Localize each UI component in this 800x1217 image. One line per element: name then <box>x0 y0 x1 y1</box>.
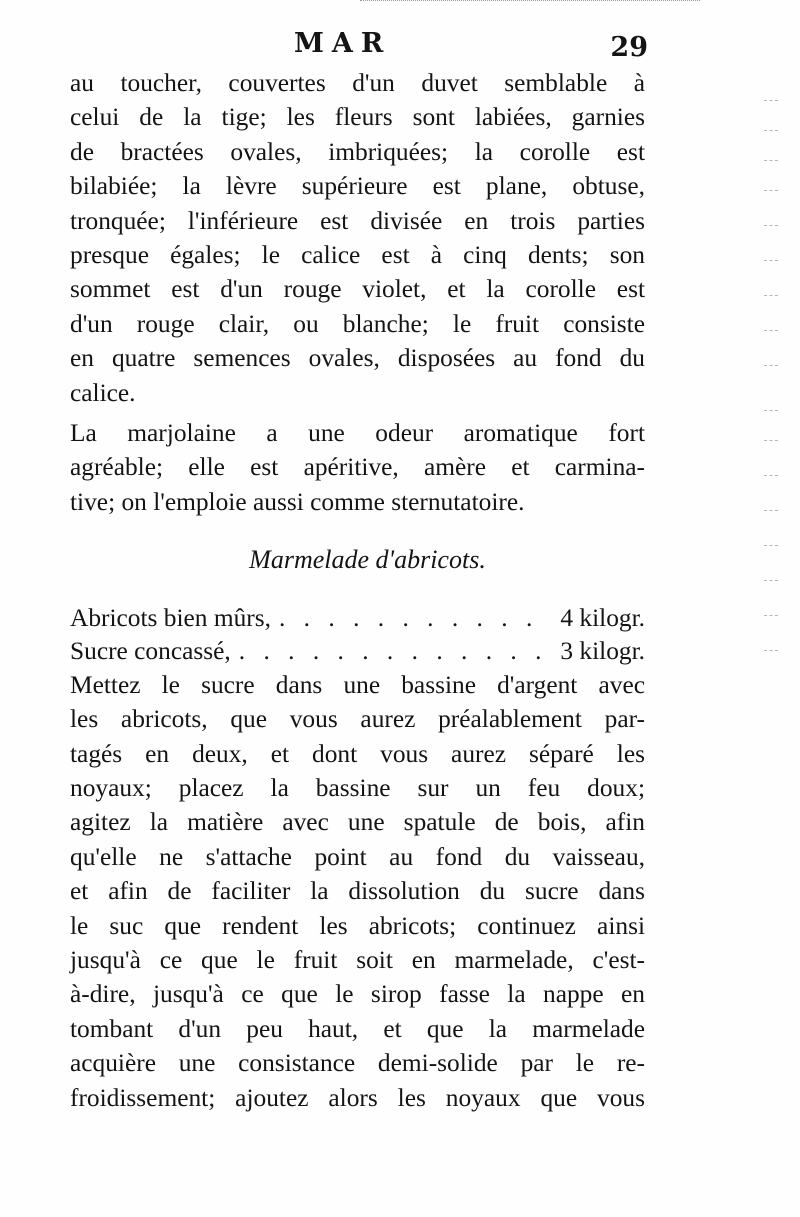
margin-mark <box>764 545 778 546</box>
dot-leader <box>239 635 553 668</box>
margin-mark <box>764 510 778 511</box>
text-line: acquière une consistance demi-solide par le re- <box>70 1049 645 1078</box>
margin-mark <box>764 410 778 411</box>
text-line: noyaux; placez la bassine sur un feu doux; <box>70 773 645 802</box>
margin-mark <box>764 440 778 441</box>
running-title: MAR <box>294 28 392 59</box>
margin-mark <box>764 130 778 131</box>
margin-mark <box>764 260 778 261</box>
margin-mark <box>764 330 778 331</box>
margin-mark <box>764 475 778 476</box>
margin-mark <box>764 160 778 161</box>
bleed-through-marks <box>742 90 778 690</box>
text-line: agitez la matière avec une spatule de bois, afin <box>70 808 645 837</box>
ingredient-quantity: 3 kilogr. <box>560 636 645 665</box>
margin-mark <box>764 615 778 616</box>
text-line: les abricots, que vous aurez préalablement par- <box>70 705 645 734</box>
body-text <box>70 66 645 1115</box>
section-title: Marmelade d'abricots. <box>249 545 486 575</box>
text-line: jusqu'à ce que le fruit soit en marmelade, c'est- <box>70 945 645 974</box>
text-line: en quatre semences ovales, disposées au fond du <box>70 344 645 373</box>
paragraph-marjolaine <box>70 416 645 519</box>
margin-mark <box>764 100 778 101</box>
margin-mark <box>764 190 778 191</box>
text-line: La marjolaine a une odeur aromatique fort <box>70 419 645 448</box>
page-top-edge <box>360 0 700 5</box>
ingredient-quantity: 4 kilogr. <box>560 603 645 632</box>
text-line: d'un rouge clair, ou blanche; le fruit consiste <box>70 309 645 338</box>
paragraph-recipe <box>70 668 645 1115</box>
text-line: froidissement; ajoutez alors les noyaux que vous <box>70 1083 645 1112</box>
text-line: Mettez le sucre dans une bassine d'argent avec <box>70 670 645 699</box>
ingredient-name: Sucre concassé, <box>70 636 231 665</box>
margin-mark <box>764 295 778 296</box>
ingredient-row <box>70 635 645 668</box>
text-line: tronquée; l'inférieure est divisée en trois parties <box>70 206 645 235</box>
text-line: et afin de faciliter la dissolution du sucre dans <box>70 877 645 906</box>
running-head <box>68 28 648 68</box>
text-line: calice. <box>70 378 136 407</box>
text-line: presque égales; le calice est à cinq dents; son <box>70 241 645 270</box>
text-line: au toucher, couvertes d'un duvet semblable à <box>70 69 645 97</box>
text-line: de bractées ovales, imbriquées; la corolle est <box>70 137 645 166</box>
margin-mark <box>764 650 778 651</box>
ingredient-name: Abricots bien mûrs, <box>70 603 271 632</box>
text-line: tombant d'un peu haut, et que la marmelade <box>70 1014 645 1043</box>
ingredient-row <box>70 602 645 635</box>
text-line: qu'elle ne s'attache point au fond du vaisseau, <box>70 842 645 871</box>
paragraph-plant-description <box>70 66 645 410</box>
margin-mark <box>764 580 778 581</box>
dot-leader <box>279 602 552 635</box>
margin-mark <box>764 225 778 226</box>
text-line: sommet est d'un rouge violet, et la corolle est <box>70 275 645 304</box>
text-line: tive; on l'emploie aussi comme sternutatoire. <box>70 487 525 516</box>
text-line: celui de la tige; les fleurs sont labiées, garnies <box>70 103 645 132</box>
page-number: 29 <box>610 32 648 63</box>
margin-mark <box>764 365 778 366</box>
text-line: le suc que rendent les abricots; continuez ainsi <box>70 911 645 940</box>
text-line: agréable; elle est apéritive, amère et carmina- <box>70 453 645 482</box>
text-line: à-dire, jusqu'à ce que le sirop fasse la nappe en <box>70 980 645 1009</box>
text-line: bilabiée; la lèvre supérieure est plane, obtuse, <box>70 172 645 201</box>
text-line: tagés en deux, et dont vous aurez séparé les <box>70 739 645 768</box>
